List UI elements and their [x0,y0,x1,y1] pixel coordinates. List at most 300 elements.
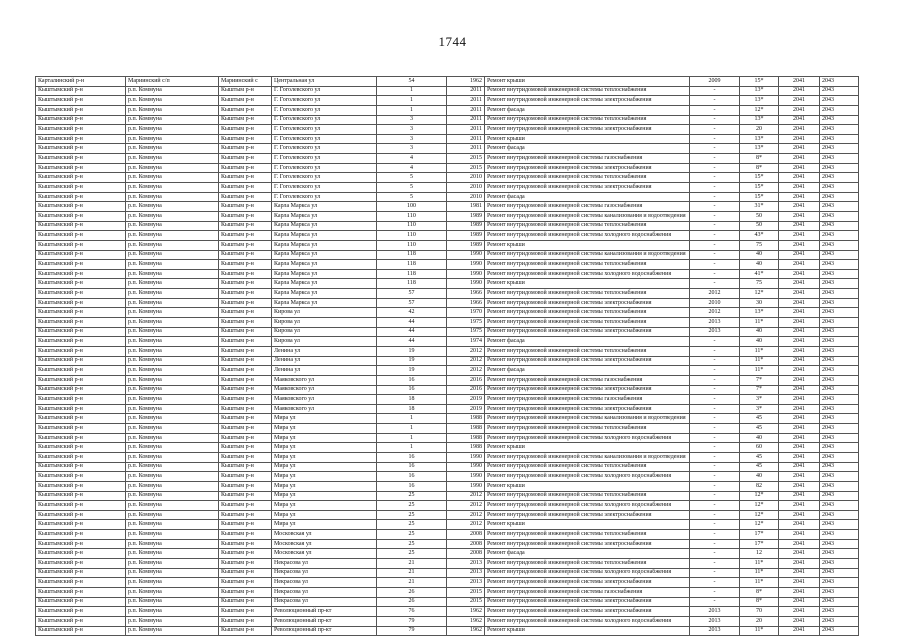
repair-year-cell: - [690,452,740,462]
period-end-cell: 2043 [820,231,859,241]
table-row [36,231,859,241]
work-type-cell: Ремонт внутридомовой инженерной системы теплоснабжения [485,424,690,434]
street-cell: Карла Маркса ул [272,298,377,308]
work-type-cell: Ремонт внутридомовой инженерной системы газоснабжения [485,202,690,212]
work-type-cell: Ремонт крыши [485,481,690,491]
table-row [36,578,859,588]
settlement-cell: р.п. Коммуна [126,385,219,395]
repair-year-cell: - [690,240,740,250]
locality-cell: Кыштым р-н [219,404,272,414]
work-type-cell: Ремонт внутридомовой инженерной системы электроснабжения [485,578,690,588]
period-end-cell: 2043 [820,395,859,405]
table-row [36,96,859,106]
district-cell: Кыштымский р-н [36,539,126,549]
locality-cell: Кыштым р-н [219,337,272,347]
street-cell: Некрасова ул [272,568,377,578]
repair-year-cell: - [690,163,740,173]
street-cell: Ленина ул [272,366,377,376]
table-row [36,327,859,337]
locality-cell: Кыштым р-н [219,221,272,231]
work-type-cell: Ремонт внутридомовой инженерной системы холодного водоснабжения [485,568,690,578]
period-end-cell: 2043 [820,154,859,164]
repair-year-cell: - [690,414,740,424]
work-type-cell: Ремонт внутридомовой инженерной системы канализования и водоотведения [485,452,690,462]
period-start-cell: 2041 [779,250,820,260]
locality-cell: Кыштым р-н [219,462,272,472]
period-end-cell: 2043 [820,385,859,395]
settlement-cell: р.п. Коммуна [126,597,219,607]
district-cell: Кыштымский р-н [36,308,126,318]
period-end-cell: 2043 [820,327,859,337]
wear-percent-cell: 70 [740,607,779,617]
period-end-cell: 2043 [820,424,859,434]
period-end-cell: 2043 [820,559,859,569]
table-row [36,607,859,617]
repair-year-cell: - [690,260,740,270]
district-cell: Кыштымский р-н [36,375,126,385]
table-row [36,597,859,607]
period-end-cell: 2043 [820,366,859,376]
repair-year-cell: 2010 [690,298,740,308]
house-number-cell: 16 [377,452,447,462]
repair-year-cell: 2013 [690,626,740,636]
period-start-cell: 2041 [779,530,820,540]
house-number-cell: 57 [377,289,447,299]
period-end-cell: 2043 [820,86,859,96]
district-cell: Кыштымский р-н [36,105,126,115]
settlement-cell: р.п. Коммуна [126,366,219,376]
wear-percent-cell: 30 [740,298,779,308]
table-row [36,86,859,96]
wear-percent-cell: 11* [740,356,779,366]
settlement-cell: р.п. Коммуна [126,481,219,491]
repair-year-cell: - [690,568,740,578]
street-cell: Московская ул [272,539,377,549]
street-cell: Революционный пр-кт [272,626,377,636]
build-year-cell: 2011 [447,86,485,96]
street-cell: Карла Маркса ул [272,279,377,289]
period-start-cell: 2041 [779,385,820,395]
locality-cell: Кыштым р-н [219,154,272,164]
period-start-cell: 2041 [779,616,820,626]
table-row [36,414,859,424]
district-cell: Кыштымский р-н [36,115,126,125]
period-start-cell: 2041 [779,491,820,501]
district-cell: Кыштымский р-н [36,395,126,405]
build-year-cell: 1966 [447,298,485,308]
work-type-cell: Ремонт внутридомовой инженерной системы холодного водоснабжения [485,472,690,482]
period-start-cell: 2041 [779,510,820,520]
work-type-cell: Ремонт внутридомовой инженерной системы теплоснабжения [485,221,690,231]
wear-percent-cell: 12* [740,510,779,520]
table-row [36,269,859,279]
house-number-cell: 1 [377,105,447,115]
build-year-cell: 2015 [447,154,485,164]
wear-percent-cell: 41* [740,269,779,279]
period-start-cell: 2041 [779,327,820,337]
build-year-cell: 2011 [447,96,485,106]
table-row [36,356,859,366]
repair-year-cell: - [690,539,740,549]
work-type-cell: Ремонт внутридомовой инженерной системы электроснабжения [485,385,690,395]
build-year-cell: 2012 [447,520,485,530]
street-cell: Г. Гоголевского ул [272,154,377,164]
settlement-cell: р.п. Коммуна [126,163,219,173]
wear-percent-cell: 15* [740,183,779,193]
period-end-cell: 2043 [820,462,859,472]
work-type-cell: Ремонт внутридомовой инженерной системы теплоснабжения [485,462,690,472]
wear-percent-cell: 15* [740,173,779,183]
locality-cell: Кыштым р-н [219,520,272,530]
wear-percent-cell: 40 [740,472,779,482]
repair-year-cell: - [690,134,740,144]
locality-cell: Кыштым р-н [219,105,272,115]
street-cell: Центральная ул [272,77,377,87]
work-type-cell: Ремонт внутридомовой инженерной системы электроснабжения [485,125,690,135]
period-start-cell: 2041 [779,597,820,607]
work-type-cell: Ремонт внутридомовой инженерной системы теплоснабжения [485,115,690,125]
settlement-cell: р.п. Коммуна [126,192,219,202]
street-cell: Г. Гоголевского ул [272,192,377,202]
work-type-cell: Ремонт внутридомовой инженерной системы теплоснабжения [485,86,690,96]
settlement-cell: р.п. Коммуна [126,308,219,318]
table-row [36,105,859,115]
period-end-cell: 2043 [820,607,859,617]
build-year-cell: 1989 [447,221,485,231]
house-number-cell: 44 [377,318,447,328]
period-start-cell: 2041 [779,578,820,588]
wear-percent-cell: 12* [740,491,779,501]
repair-year-cell: - [690,510,740,520]
build-year-cell: 1962 [447,616,485,626]
locality-cell: Кыштым р-н [219,96,272,106]
table-row [36,395,859,405]
work-type-cell: Ремонт фасада [485,337,690,347]
period-end-cell: 2043 [820,250,859,260]
work-type-cell: Ремонт крыши [485,626,690,636]
build-year-cell: 1988 [447,433,485,443]
table-row [36,559,859,569]
table-row [36,134,859,144]
period-end-cell: 2043 [820,96,859,106]
district-cell: Кыштымский р-н [36,414,126,424]
locality-cell: Кыштым р-н [219,173,272,183]
street-cell: Мира ул [272,472,377,482]
locality-cell: Кыштым р-н [219,375,272,385]
street-cell: Мира ул [272,462,377,472]
street-cell: Г. Гоголевского ул [272,183,377,193]
period-start-cell: 2041 [779,211,820,221]
house-number-cell: 110 [377,211,447,221]
build-year-cell: 2016 [447,385,485,395]
build-year-cell: 1990 [447,250,485,260]
district-cell: Кыштымский р-н [36,491,126,501]
house-number-cell: 4 [377,163,447,173]
work-type-cell: Ремонт фасада [485,192,690,202]
street-cell: Мира ул [272,443,377,453]
build-year-cell: 1975 [447,327,485,337]
period-end-cell: 2043 [820,520,859,530]
table-row [36,346,859,356]
build-year-cell: 1988 [447,424,485,434]
repair-year-cell: - [690,231,740,241]
street-cell: Карла Маркса ул [272,269,377,279]
wear-percent-cell: 11* [740,568,779,578]
locality-cell: Кыштым р-н [219,192,272,202]
table-row [36,298,859,308]
work-type-cell: Ремонт внутридомовой инженерной системы электроснабжения [485,404,690,414]
repair-year-cell: - [690,115,740,125]
repair-year-cell: - [690,173,740,183]
house-number-cell: 3 [377,134,447,144]
repair-year-cell: - [690,549,740,559]
house-number-cell: 1 [377,96,447,106]
wear-percent-cell: 7* [740,375,779,385]
house-number-cell: 118 [377,269,447,279]
period-start-cell: 2041 [779,308,820,318]
table-row [36,375,859,385]
wear-percent-cell: 75 [740,279,779,289]
work-type-cell: Ремонт внутридомовой инженерной системы холодного водоснабжения [485,616,690,626]
locality-cell: Кыштым р-н [219,289,272,299]
house-number-cell: 18 [377,395,447,405]
period-end-cell: 2043 [820,433,859,443]
wear-percent-cell: 7* [740,385,779,395]
house-number-cell: 42 [377,308,447,318]
table-row [36,530,859,540]
settlement-cell: р.п. Коммуна [126,250,219,260]
wear-percent-cell: 60 [740,443,779,453]
build-year-cell: 1989 [447,211,485,221]
build-year-cell: 1962 [447,626,485,636]
street-cell: Г. Гоголевского ул [272,96,377,106]
period-start-cell: 2041 [779,77,820,87]
district-cell: Кыштымский р-н [36,346,126,356]
house-number-cell: 18 [377,404,447,414]
street-cell: Маяковского ул [272,404,377,414]
locality-cell: Кыштым р-н [219,125,272,135]
work-type-cell: Ремонт внутридомовой инженерной системы теплоснабжения [485,530,690,540]
district-cell: Кыштымский р-н [36,559,126,569]
wear-percent-cell: 13* [740,144,779,154]
house-number-cell: 4 [377,154,447,164]
repair-year-cell: - [690,424,740,434]
district-cell: Кыштымский р-н [36,260,126,270]
build-year-cell: 2012 [447,366,485,376]
district-cell: Кыштымский р-н [36,86,126,96]
build-year-cell: 1970 [447,308,485,318]
district-cell: Кыштымский р-н [36,607,126,617]
build-year-cell: 1990 [447,452,485,462]
table-row [36,125,859,135]
work-type-cell: Ремонт крыши [485,77,690,87]
street-cell: Карла Маркса ул [272,202,377,212]
table-row [36,443,859,453]
wear-percent-cell: 15* [740,77,779,87]
house-number-cell: 26 [377,597,447,607]
wear-percent-cell: 12* [740,501,779,511]
locality-cell: Кыштым р-н [219,202,272,212]
period-end-cell: 2043 [820,597,859,607]
settlement-cell: р.п. Коммуна [126,202,219,212]
period-start-cell: 2041 [779,481,820,491]
repair-year-cell: - [690,337,740,347]
locality-cell: Мариинский с [219,77,272,87]
table-row [36,520,859,530]
work-type-cell: Ремонт внутридомовой инженерной системы электроснабжения [485,356,690,366]
table-row [36,337,859,347]
house-number-cell: 44 [377,337,447,347]
build-year-cell: 2012 [447,510,485,520]
settlement-cell: р.п. Коммуна [126,298,219,308]
district-cell: Кыштымский р-н [36,337,126,347]
settlement-cell: р.п. Коммуна [126,327,219,337]
build-year-cell: 1990 [447,481,485,491]
house-number-cell: 1 [377,424,447,434]
locality-cell: Кыштым р-н [219,144,272,154]
table-row [36,452,859,462]
period-start-cell: 2041 [779,202,820,212]
settlement-cell: р.п. Коммуна [126,221,219,231]
wear-percent-cell: 17* [740,539,779,549]
settlement-cell: р.п. Коммуна [126,626,219,636]
work-type-cell: Ремонт крыши [485,520,690,530]
district-cell: Кыштымский р-н [36,510,126,520]
locality-cell: Кыштым р-н [219,211,272,221]
wear-percent-cell: 45 [740,424,779,434]
wear-percent-cell: 13* [740,86,779,96]
district-cell: Кыштымский р-н [36,279,126,289]
period-start-cell: 2041 [779,163,820,173]
street-cell: Революционный пр-кт [272,616,377,626]
work-type-cell: Ремонт внутридомовой инженерной системы электроснабжения [485,327,690,337]
period-end-cell: 2043 [820,105,859,115]
wear-percent-cell: 82 [740,481,779,491]
street-cell: Маяковского ул [272,375,377,385]
table-row [36,154,859,164]
district-cell: Кыштымский р-н [36,183,126,193]
build-year-cell: 2012 [447,356,485,366]
repair-year-cell: - [690,250,740,260]
repair-year-cell: 2013 [690,318,740,328]
period-start-cell: 2041 [779,337,820,347]
settlement-cell: р.п. Коммуна [126,173,219,183]
street-cell: Г. Гоголевского ул [272,86,377,96]
work-type-cell: Ремонт внутридомовой инженерной системы электроснабжения [485,163,690,173]
build-year-cell: 2015 [447,597,485,607]
capital-repair-table [35,76,859,636]
period-start-cell: 2041 [779,462,820,472]
work-type-cell: Ремонт внутридомовой инженерной системы холодного водоснабжения [485,501,690,511]
street-cell: Карла Маркса ул [272,221,377,231]
settlement-cell: р.п. Коммуна [126,86,219,96]
work-type-cell: Ремонт фасада [485,144,690,154]
street-cell: Маяковского ул [272,385,377,395]
house-number-cell: 25 [377,520,447,530]
period-end-cell: 2043 [820,452,859,462]
period-end-cell: 2043 [820,269,859,279]
work-type-cell: Ремонт крыши [485,279,690,289]
period-start-cell: 2041 [779,549,820,559]
house-number-cell: 16 [377,472,447,482]
work-type-cell: Ремонт внутридомовой инженерной системы электроснабжения [485,96,690,106]
settlement-cell: р.п. Коммуна [126,501,219,511]
work-type-cell: Ремонт внутридомовой инженерной системы электроснабжения [485,597,690,607]
build-year-cell: 2010 [447,192,485,202]
locality-cell: Кыштым р-н [219,539,272,549]
table-row [36,240,859,250]
period-end-cell: 2043 [820,472,859,482]
locality-cell: Кыштым р-н [219,510,272,520]
build-year-cell: 1989 [447,231,485,241]
locality-cell: Кыштым р-н [219,443,272,453]
wear-percent-cell: 12* [740,289,779,299]
settlement-cell: р.п. Коммуна [126,616,219,626]
locality-cell: Кыштым р-н [219,472,272,482]
period-start-cell: 2041 [779,568,820,578]
work-type-cell: Ремонт внутридомовой инженерной системы канализования и водоотведения [485,414,690,424]
locality-cell: Кыштым р-н [219,366,272,376]
district-cell: Кыштымский р-н [36,240,126,250]
build-year-cell: 1989 [447,240,485,250]
wear-percent-cell: 12 [740,549,779,559]
period-end-cell: 2043 [820,318,859,328]
table-row [36,115,859,125]
house-number-cell: 25 [377,501,447,511]
district-cell: Кыштымский р-н [36,404,126,414]
settlement-cell: р.п. Коммуна [126,240,219,250]
district-cell: Кыштымский р-н [36,520,126,530]
repair-year-cell: 2009 [690,77,740,87]
period-start-cell: 2041 [779,366,820,376]
district-cell: Кыштымский р-н [36,221,126,231]
table-row [36,568,859,578]
street-cell: Некрасова ул [272,559,377,569]
street-cell: Г. Гоголевского ул [272,144,377,154]
work-type-cell: Ремонт внутридомовой инженерной системы теплоснабжения [485,308,690,318]
period-end-cell: 2043 [820,626,859,636]
locality-cell: Кыштым р-н [219,424,272,434]
street-cell: Г. Гоголевского ул [272,163,377,173]
table-row [36,481,859,491]
repair-year-cell: - [690,404,740,414]
period-end-cell: 2043 [820,616,859,626]
build-year-cell: 2013 [447,559,485,569]
street-cell: Г. Гоголевского ул [272,125,377,135]
work-type-cell: Ремонт внутридомовой инженерной системы газоснабжения [485,375,690,385]
work-type-cell: Ремонт внутридомовой инженерной системы теплоснабжения [485,318,690,328]
settlement-cell: р.п. Коммуна [126,260,219,270]
settlement-cell: р.п. Коммуна [126,578,219,588]
repair-year-cell: - [690,356,740,366]
period-start-cell: 2041 [779,105,820,115]
settlement-cell: р.п. Коммуна [126,433,219,443]
settlement-cell: р.п. Коммуна [126,346,219,356]
house-number-cell: 79 [377,626,447,636]
locality-cell: Кыштым р-н [219,250,272,260]
wear-percent-cell: 50 [740,211,779,221]
house-number-cell: 26 [377,587,447,597]
build-year-cell: 1974 [447,337,485,347]
district-cell: Кыштымский р-н [36,144,126,154]
wear-percent-cell: 11* [740,559,779,569]
period-end-cell: 2043 [820,144,859,154]
settlement-cell: Мариинский с/п [126,77,219,87]
repair-year-cell: - [690,587,740,597]
settlement-cell: р.п. Коммуна [126,395,219,405]
settlement-cell: р.п. Коммуна [126,105,219,115]
repair-year-cell: - [690,597,740,607]
